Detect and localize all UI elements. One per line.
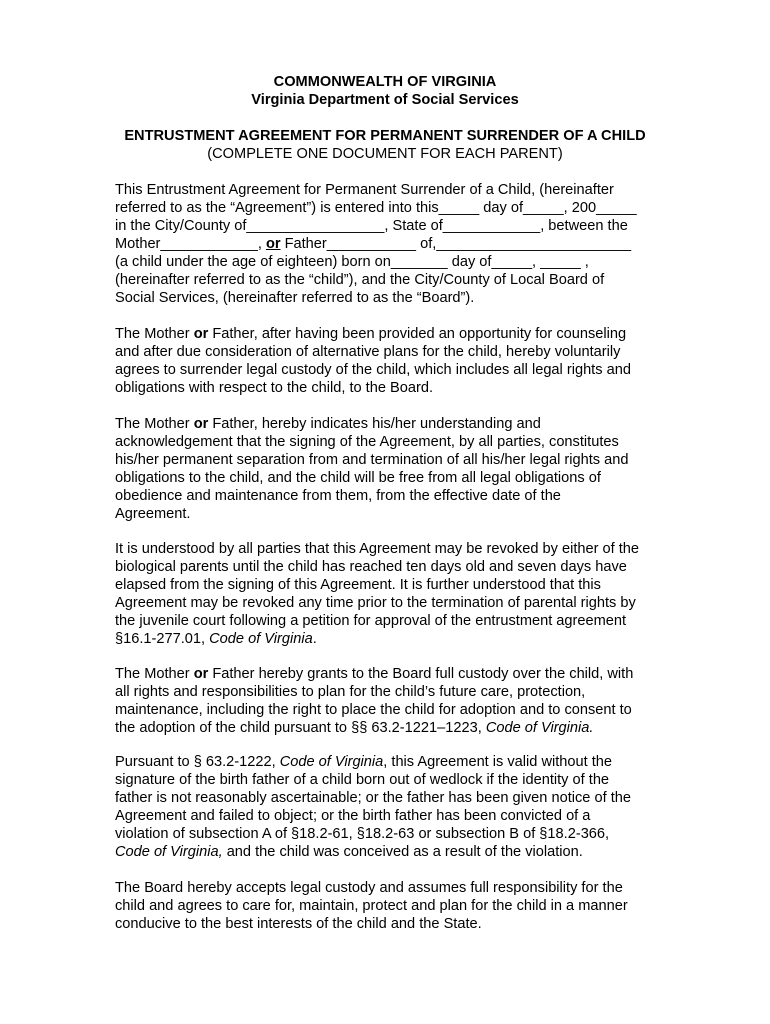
text-line: Social Services, (hereinafter referred to as the “Board”). (115, 290, 475, 306)
text-segment: The Mother (115, 416, 194, 432)
text-line: conducive to the best interests of the child and the State. (115, 916, 482, 932)
text-line: (a child under the age of eighteen) born on_______ day of_____, _____ , (115, 254, 589, 270)
paragraph-understanding (115, 415, 675, 523)
text-line: and after due consideration of alternative plans for the child, hereby voluntarily (115, 344, 621, 360)
text-line: in the City/County of_________________, State of____________, between the (115, 218, 628, 234)
citation-code-of-virginia: Code of Virginia (279, 754, 384, 770)
text-line (115, 665, 675, 683)
text-line: Agreement and failed to object; or the birth father has been convicted of a (115, 808, 591, 824)
text-line: referred to as the “Agreement”) is entered into this_____ day of_____, 200_____ (115, 200, 637, 216)
text-line: biological parents until the child has reached ten days old and seven days have (115, 559, 627, 575)
text-segment: . (312, 631, 317, 647)
text-segment: Father, hereby indicates his/her understanding and (208, 416, 541, 432)
text-segment: The Mother (115, 326, 194, 342)
header-commonwealth: COMMONWEALTH OF VIRGINIA (273, 74, 497, 90)
text-line: (hereinafter referred to as the “child”), and the City/County of Local Board of (115, 272, 605, 288)
paragraph-birth-father (115, 753, 675, 861)
text-segment: the adoption of the child pursuant to §§ 63.2-1221–1223, (115, 720, 486, 736)
paragraph-custody (115, 665, 675, 737)
text-line (115, 843, 675, 861)
text-line: Agreement. (115, 506, 191, 522)
paragraph-introduction (115, 181, 675, 307)
text-line: father is not reasonably ascertainable; or the father has been given notice of the (115, 790, 631, 806)
text-line: obedience and maintenance from them, from the effective date of the (115, 488, 561, 504)
emphasis-or: or (193, 666, 209, 682)
title-subtitle: (COMPLETE ONE DOCUMENT FOR EACH PARENT) (207, 146, 563, 162)
text-line: agrees to surrender legal custody of the child, which includes all legal rights and (115, 362, 631, 378)
emphasis-or: or (193, 416, 209, 432)
paragraph-revocation (115, 540, 675, 648)
text-line: acknowledgement that the signing of the Agreement, by all parties, constitutes (115, 434, 619, 450)
text-segment: Mother____________, (115, 236, 266, 252)
text-line: It is understood by all parties that this Agreement may be revoked by either of the (115, 541, 640, 557)
title-main: ENTRUSTMENT AGREEMENT FOR PERMANENT SURRENDER OF A CHILD (124, 128, 646, 144)
text-segment: Father___________ of,________________________ (280, 236, 632, 252)
paragraph-surrender (115, 325, 675, 397)
text-line: maintenance, including the right to place the child for adoption and to consent to (115, 702, 632, 718)
text-segment: The Mother (115, 666, 194, 682)
text-segment: and the child was conceived as a result of the violation. (222, 844, 583, 860)
paragraph-board-acceptance (115, 879, 675, 933)
text-line: Agreement may be revoked any time prior to the termination of parental rights by (115, 595, 636, 611)
text-line: obligations with respect to the child, to the Board. (115, 380, 434, 396)
text-line (115, 325, 675, 343)
text-segment: Father, after having been provided an opportunity for counseling (208, 326, 627, 342)
text-line: signature of the birth father of a child born out of wedlock if the identity of the (115, 772, 610, 788)
text-line (115, 235, 675, 253)
text-segment: Father hereby grants to the Board full custody over the child, with (208, 666, 634, 682)
text-segment: , this Agreement is valid without the (383, 754, 613, 770)
text-line: all rights and responsibilities to plan for the child’s future care, protection, (115, 684, 586, 700)
text-line: obligations to the child, and the child will be free from all legal obligations of (115, 470, 601, 486)
document-header (0, 73, 770, 109)
text-line (115, 719, 675, 737)
text-line: elapsed from the signing of this Agreement. It is further understood that this (115, 577, 601, 593)
text-line: child and agrees to care for, maintain, protect and plan for the child in a manner (115, 898, 628, 914)
document-title (0, 127, 770, 163)
header-department: Virginia Department of Social Services (251, 92, 519, 108)
emphasis-or: or (265, 236, 281, 252)
citation-code-of-virginia: Code of Virginia, (115, 844, 223, 860)
text-line: the juvenile court following a petition for approval of the entrustment agreement (115, 613, 627, 629)
text-line: his/her permanent separation from and termination of all his/her legal rights and (115, 452, 629, 468)
text-line (115, 630, 675, 648)
text-segment: §16.1-277.01, (115, 631, 210, 647)
text-line (115, 753, 675, 771)
text-line (115, 415, 675, 433)
emphasis-or: or (193, 326, 209, 342)
citation-code-of-virginia: Code of Virginia (209, 631, 313, 647)
citation-code-of-virginia: Code of Virginia. (485, 720, 594, 736)
text-line: This Entrustment Agreement for Permanent Surrender of a Child, (hereinafter (115, 182, 614, 198)
text-segment: Pursuant to § 63.2-1222, (115, 754, 280, 770)
text-line: violation of subsection A of §18.2-61, §18.2-63 or subsection B of §18.2-366, (115, 826, 610, 842)
text-line: The Board hereby accepts legal custody and assumes full responsibility for the (115, 880, 623, 896)
